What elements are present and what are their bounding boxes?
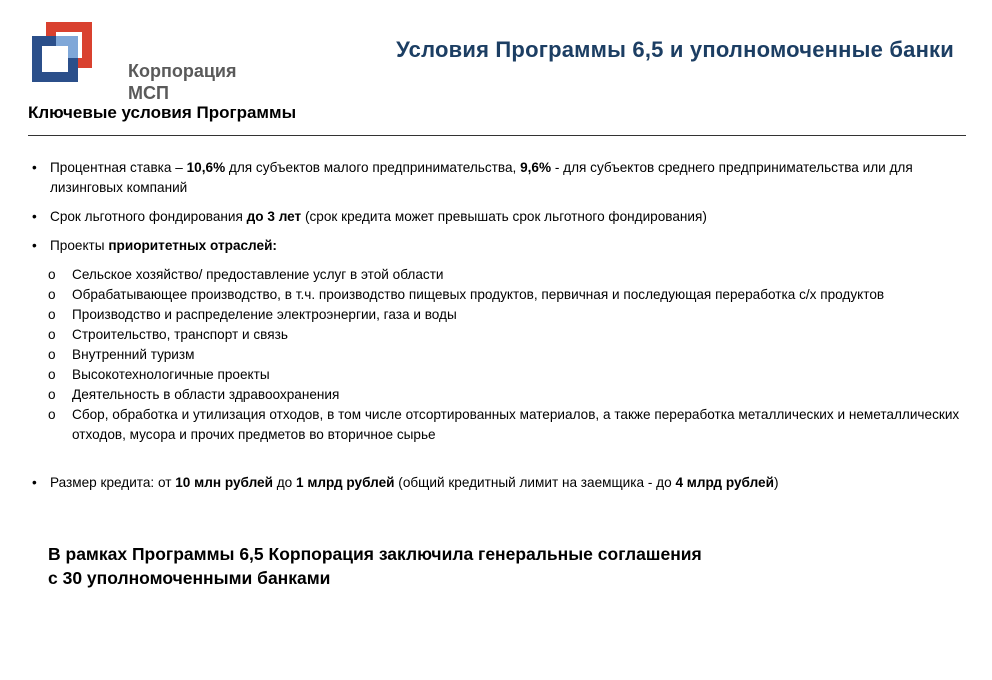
medium-business-rate: 9,6% xyxy=(520,160,552,175)
text: (срок кредита может превышать срок льготного фондирования) xyxy=(301,209,707,224)
agreements-summary xyxy=(48,542,702,590)
logo-line1: Корпорация xyxy=(128,61,237,81)
text: Срок льготного фондирования xyxy=(50,209,247,224)
summary-line1: В рамках Программы 6,5 Корпорация заключила генеральные соглашения xyxy=(48,544,702,564)
conditions-list xyxy=(28,158,968,493)
list-item: o Сельское хозяйство/ предоставление услуг в этой области xyxy=(28,265,968,285)
text: Процентная ставка – xyxy=(50,160,187,175)
interest-rate-item xyxy=(28,158,968,198)
summary-line2: с 30 уполномоченными банками xyxy=(48,568,331,588)
loan-size-item xyxy=(28,473,968,493)
text: для субъектов малого предпринимательства, xyxy=(225,160,521,175)
text: ) xyxy=(773,475,779,490)
loan-min: 10 млн рублей xyxy=(175,475,273,490)
list-item: o Сбор, обработка и утилизация отходов, в том числе отсортированных материалов, а также переработка металлических и неметаллических отходов, мусора и прочих предметов во вторичное сырье xyxy=(28,405,968,445)
corporation-logo xyxy=(28,18,237,103)
list-item: o Обрабатывающее производство, в т.ч. производство пищевых продуктов, первичная и последующая переработка с/х продуктов xyxy=(28,285,968,305)
text: Размер кредита: от xyxy=(50,475,176,490)
list-item: o Строительство, транспорт и связь xyxy=(28,325,968,345)
list-item: o Производство и распределение электроэнергии, газа и воды xyxy=(28,305,968,325)
text: до xyxy=(272,475,296,490)
funding-term: до 3 лет xyxy=(246,209,302,224)
funding-term-item xyxy=(28,207,968,227)
list-item: o Деятельность в области здравоохранения xyxy=(28,385,968,405)
logo-text xyxy=(128,60,236,104)
credit-limit: 4 млрд рублей xyxy=(675,475,774,490)
text: (общий кредитный лимит на заемщика - до xyxy=(394,475,676,490)
slide-title: Условия Программы 6,5 и уполномоченные банки xyxy=(396,37,954,62)
loan-max: 1 млрд рублей xyxy=(296,475,395,490)
industries-list xyxy=(28,265,968,445)
list-item: o Внутренний туризм xyxy=(28,345,968,365)
logo-mark-icon xyxy=(28,18,98,88)
divider xyxy=(28,135,966,136)
section-title: Ключевые условия Программы xyxy=(28,103,297,122)
text: Проекты xyxy=(50,238,109,253)
list-item: o Высокотехнологичные проекты xyxy=(28,365,968,385)
priority-sectors-item xyxy=(28,236,968,256)
text: - для субъектов среднего предпринимательства или для лизинговых компаний xyxy=(50,160,913,195)
logo-line2: МСП xyxy=(128,83,169,103)
small-business-rate: 10,6% xyxy=(186,160,226,175)
priority-sectors: приоритетных отраслей: xyxy=(108,238,277,253)
